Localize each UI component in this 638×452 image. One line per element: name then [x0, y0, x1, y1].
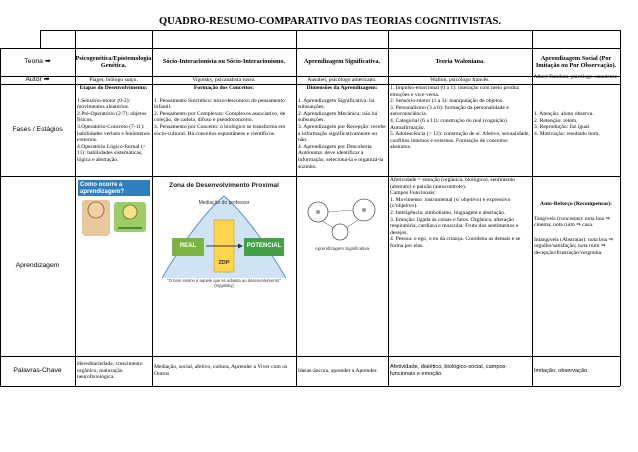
author-1: Piaget, biólogo suíço. — [89, 76, 138, 83]
list-item: 2. Aprendizagem Mecânica: não há subsunções. — [298, 110, 378, 124]
fases-heading: Etapas do Desenvolvimento: — [79, 85, 148, 91]
list-item: 3. Emoção: ligada às coisas e fatos. Orgânica, alteração respiratória, cardíaca e muscular. Fruto dos sentimentos e desejos. — [390, 216, 519, 236]
fases-cell-1 — [75, 84, 152, 176]
learning-cartoon-caption: Como ocorre a aprendizagem? — [80, 182, 125, 195]
page-title: QUADRO-RESUMO-COMPARATIVO DAS TEORIAS COGNITIVISTAS. — [158, 16, 502, 27]
aprendizagem-significativa-image — [300, 182, 384, 254]
fases-cell-2 — [152, 84, 296, 176]
list-item: Intangíveis (Abstratas): nota boa ⇒ orgulho/satisfação; nota ruim ⇒ decepção/frustração/vergonha. — [534, 236, 614, 256]
list-item: 1.Sensório-motor (0-2): movimentos aleatórios. — [77, 97, 131, 111]
arrow-right-icon: ➡ — [44, 57, 51, 65]
list-item: 3. Personalismo (3 a 6): formação da personalidade e autoconsciência. — [390, 104, 509, 118]
list-item: Afetividade = emoção (orgânica, biológica), sentimento (abstrato) e paixão (autocontrole). — [390, 177, 515, 190]
theory-header-1: Psicogenética/Epistemologia Genética. — [75, 54, 152, 69]
list-item: 1. Impulso-emocional (0 a 1): interação com meio produz emoções e vice-versa. — [390, 85, 520, 98]
zdp-potencial-label: POTENCIAL — [246, 243, 282, 249]
list-item: 2. Inteligência: simbolismo, linguagem e abstração. — [390, 209, 506, 216]
row-label-fases: Fases / Estágios — [12, 125, 63, 133]
list-item: 1. Atenção: aluno observa. — [534, 111, 594, 117]
row-label-palavras-chave: Palavras-Chave — [13, 366, 62, 374]
list-item: 5. Adolescência (> 12): construção de si. Afetivo, sexualidade, conflitos internos e externos. Formação de conceitos abstratos. — [390, 131, 530, 151]
list-item: 3. Aprendizagem por Recepção: recebe a informação significativamente ou não. — [298, 123, 386, 144]
zdp-subtitle: Mediação do professor — [198, 200, 250, 206]
palavras-cell-3: Ideias-âncora, aprender a Aprender. — [298, 367, 378, 374]
zdp-caption: "O bom ensino é aquele que se adianta ao desenvolvimento" (Vygotsky) — [167, 278, 281, 288]
list-item: 3. Reprodução: faz igual. — [534, 124, 591, 131]
fases-cell-4 — [388, 84, 532, 176]
aprendizagem-significativa-caption: Aprendizagem Significativa — [314, 246, 370, 251]
fases-cell-3 — [296, 84, 388, 176]
palavras-cell-5: Imitação, observação. — [534, 367, 589, 374]
aprendizagem-significativa-diagram — [300, 182, 384, 254]
zdp-label: ZDP — [218, 260, 230, 266]
theory-header-4: Teoria Waloniana. — [435, 58, 485, 66]
author-4: Wallon, psicólogo francês. — [430, 76, 490, 83]
palavras-cell-4: Afetividade, dialético, biológico-social, campos-funcionais e emoção. — [390, 364, 508, 377]
theory-header-2: Sócio-Interacionista ou Sócio-Interacionismo. — [162, 58, 286, 66]
reforco-heading: Auto-Reforço (Recompensas): — [540, 201, 612, 207]
list-item: Tangíveis (concretas): nota boa ⇒ cinema; nota ruim ⇒ casa. — [534, 215, 611, 229]
list-item: 2. Pensamento por Complexos: Complexos associativo, de coleção, de cadeia, difuso e pseudoconceito. — [154, 110, 286, 124]
author-3: Ausubel, psicólogo americano. — [307, 76, 377, 83]
list-item: 4. Aprendizagem por Descoberta Autônoma: deve identificar a informação, selecioná-la e organizá-la sozinho. — [298, 143, 384, 170]
list-item: 4. Motivação: resultado bom. — [534, 130, 600, 137]
zdp-real-label: REAL — [179, 243, 197, 249]
palavras-cell-2: Mediação, social, afetivo, cultura, Aprender a Viver com os Outros — [154, 364, 288, 377]
row-label-teoria: Teoria ➡ — [24, 57, 51, 65]
list-item: 4. Categorial (6 a 11): construção do real (cognição). Autoafirmação. — [390, 117, 509, 131]
list-item: 2.Pré-Operatório (2-7): objetos físicos. — [77, 110, 147, 124]
zdp-title: Zona de Desenvolvimento Proximal — [169, 182, 279, 189]
author-5: Albert Bandura, psicólogo canadense. — [533, 73, 619, 80]
list-item: 1. Pensamento Sincrético: nexo/desconexo do pensamento infantil. — [154, 97, 285, 111]
list-item: Campos Funcionais: — [390, 190, 436, 197]
list-item: 3.Operatório-Concreto (7-11): habilidades verbais e fenômenos externos. — [77, 123, 150, 144]
palavras-cell-1: Hereditariedade, crescimento orgânico, maturação neurofisiológica. — [77, 361, 143, 381]
fases-heading: Dimensões da Aprendizagem: — [306, 85, 378, 91]
list-item: 4.Operatório Lógico-formal (> 11): habilidades sistemáticas, lógica e abstração. — [77, 143, 146, 163]
zdp-diagram — [156, 180, 292, 288]
list-item: 1. Aprendizagem Significativa: há subsunções. — [298, 97, 375, 111]
aprendizagem-cell-4 — [388, 176, 532, 356]
list-item: 2. Retenção: retém. — [534, 117, 578, 124]
list-item: 4. Pessoa: o ego, o eu da criança. Coordena as demais e se forma por elas. — [390, 236, 521, 249]
aprendizagem-cell-5 — [532, 176, 620, 356]
list-item: 2. Sensório-motor (1 a 3): manipulação de objetos. — [390, 98, 504, 105]
fases-heading: Formação dos Conceitos: — [193, 85, 255, 91]
theory-header-5: Aprendizagem Social (Por Imitação ou Por Observação). — [535, 54, 617, 69]
zdp-diagram-image — [156, 180, 292, 288]
author-2: Vigotsky, psicanalista russo. — [192, 76, 256, 83]
arrow-right-icon: ➡ — [43, 76, 50, 83]
list-item: 1. Movimento: instrumental (s/ objetivo) e expressivo (c/objetivo). — [390, 196, 511, 210]
theory-header-3: Aprendizagem Significativa. — [303, 58, 381, 66]
learning-cartoon-image — [78, 180, 150, 240]
row-label-aprendizagem: Aprendizagem — [15, 261, 60, 269]
fases-cell-5 — [532, 84, 620, 176]
row-label-autor: Autor ➡ — [25, 76, 50, 83]
list-item: 3. Pensamento por Conceito: o biológico se transforma em sócio-cultural. Há conceitos espontâneos e científicos. — [154, 123, 286, 137]
